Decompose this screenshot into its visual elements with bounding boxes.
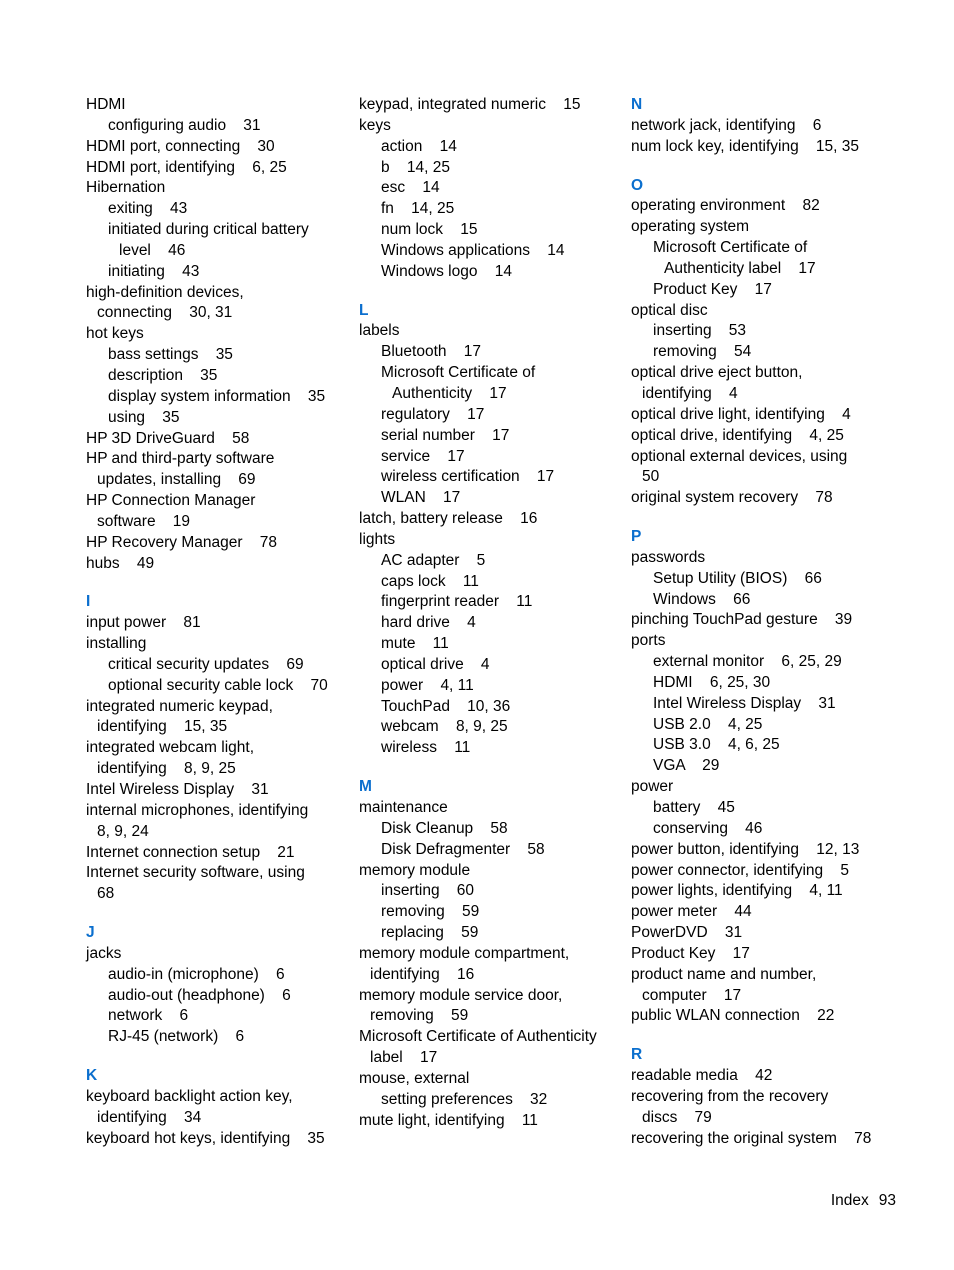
index-entry: HDMI 6, 25, 30 [653,673,771,691]
index-entry: power 4, 11 [381,676,474,694]
index-entry: network 6 [108,1007,189,1025]
footer-label: Index [830,1192,869,1209]
index-entry: Authenticity label 17 [664,259,816,277]
index-entry: exiting 43 [108,200,188,218]
index-entry: 50 [642,468,660,486]
index-entry: Hibernation [86,179,166,197]
index-entry: optical drive light, identifying 4 [631,405,851,423]
index-entry: original system recovery 78 [631,489,833,507]
index-entry: mute light, identifying 11 [359,1111,538,1129]
index-entry: RJ-45 (network) 6 [108,1028,245,1046]
index-entry: audio-in (microphone) 6 [108,965,285,983]
index-letter-heading: N [631,96,643,113]
index-entry: serial number 17 [381,426,510,444]
index-entry: removing 59 [381,903,480,921]
index-entry: HDMI [86,96,126,113]
index-letter-heading: R [631,1046,643,1064]
index-entry: critical security updates 69 [108,655,304,673]
index-letter-heading: I [86,593,91,611]
index-entry: PowerDVD 31 [631,924,743,942]
index-entry: Disk Cleanup 58 [381,819,508,837]
index-column-3 [631,95,893,1150]
index-entry: memory module service door, [359,986,563,1004]
index-entry: display system information 35 [108,387,326,405]
index-entry: USB 2.0 4, 25 [653,715,763,733]
index-entry: keypad, integrated numeric 15 [359,96,581,113]
index-entry: identifying 15, 35 [97,718,228,736]
index-entry: Windows applications 14 [381,241,565,259]
index-entry: pinching TouchPad gesture 39 [631,611,853,629]
index-entry: network jack, identifying 6 [631,116,822,134]
page-number: 93 [878,1192,896,1209]
index-entry: installing [86,635,147,653]
index-entry: identifying 16 [370,965,475,983]
index-entry: optical disc [631,301,708,319]
index-entry: HP and third-party software [86,450,275,468]
index-entry: caps lock 11 [381,572,479,590]
index-entry: USB 3.0 4, 6, 25 [653,736,780,754]
index-entry: Internet security software, using [86,864,305,882]
index-column-1 [86,95,346,1150]
index-entry: computer 17 [642,986,742,1004]
index-entry: bass settings 35 [108,346,233,364]
index-entry: b 14, 25 [381,158,450,176]
index-entry: battery 45 [653,799,735,816]
index-entry: setting preferences 32 [381,1090,548,1108]
index-letter-heading: P [631,528,642,546]
index-entry: description 35 [108,366,218,384]
index-entry: recovering from the recovery [631,1087,829,1105]
index-entry: HDMI port, connecting 30 [86,137,275,155]
index-letter-heading: M [359,778,372,796]
index-entry: product name and number, [631,965,817,983]
index-entry: action 14 [381,137,457,155]
index-entry: fn 14, 25 [381,200,455,218]
index-entry: lights [359,530,396,548]
index-entry: identifying 4 [642,384,738,402]
index-entry: Internet connection setup 21 [86,843,295,861]
index-entry: num lock 15 [381,221,478,239]
index-entry: integrated numeric keypad, [86,697,273,715]
index-entry: AC adapter 5 [381,551,486,569]
index-entry: optional external devices, using [631,447,848,465]
index-entry: high-definition devices, [86,283,244,301]
index-entry: keyboard backlight action key, [86,1087,293,1105]
page-footer [821,1190,896,1212]
index-entry: software 19 [97,512,191,530]
index-entry: updates, installing 69 [97,471,256,489]
index-entry: TouchPad 10, 36 [381,697,511,715]
index-entry: power connector, identifying 5 [631,861,849,879]
index-entry: label 17 [370,1049,438,1067]
index-entry: maintenance [359,799,448,816]
index-entry: esc 14 [381,179,440,197]
index-entry: integrated webcam light, [86,739,255,757]
index-entry: 8, 9, 24 [97,822,149,840]
index-entry: keyboard hot keys, identifying 35 [86,1129,325,1147]
index-entry: internal microphones, identifying [86,801,309,819]
index-entry: operating system [631,218,750,236]
index-entry: inserting 60 [381,882,475,900]
index-entry: HP Connection Manager [86,492,256,510]
index-entry: 68 [97,885,115,903]
index-entry: Disk Defragmenter 58 [381,840,545,858]
index-entry: num lock key, identifying 15, 35 [631,137,860,155]
index-entry: identifying 34 [97,1108,202,1126]
index-entry: power [631,778,674,796]
index-entry: replacing 59 [381,924,479,942]
index-entry: regulatory 17 [381,405,485,423]
index-entry: power button, identifying 12, 13 [631,840,860,858]
index-entry: Windows 66 [653,590,751,608]
index-entry: hard drive 4 [381,614,476,632]
index-entry: using 35 [108,408,180,426]
index-entry: memory module [359,861,471,879]
index-entry: initiated during critical battery [108,221,309,239]
index-entry: Product Key 17 [653,280,772,298]
index-entry: Intel Wireless Display 31 [653,694,836,712]
index-entry: Setup Utility (BIOS) 66 [653,569,822,587]
index-entry: Intel Wireless Display 31 [86,781,269,798]
index-entry: optical drive 4 [381,655,490,673]
index-entry: removing 54 [653,343,752,361]
index-entry: Microsoft Certificate of [381,364,536,382]
index-entry: mute 11 [381,635,449,653]
index-entry: keys [359,116,391,134]
index-entry: ports [631,632,666,650]
index-entry: optical drive, identifying 4, 25 [631,426,844,444]
index-entry: jacks [86,944,122,962]
index-entry: inserting 53 [653,322,747,340]
index-entry: Windows logo 14 [381,262,512,280]
index-entry: Microsoft Certificate of [653,239,808,257]
index-entry: power lights, identifying 4, 11 [631,882,843,900]
index-entry: hubs 49 [86,554,155,572]
index-entry: HP 3D DriveGuard 58 [86,429,250,447]
index-entry: labels [359,322,400,340]
index-entry: external monitor 6, 25, 29 [653,653,842,671]
index-entry: Authenticity 17 [392,384,507,402]
index-entry: Microsoft Certificate of Authenticity [359,1028,597,1046]
index-entry: audio-out (headphone) 6 [108,986,291,1004]
index-entry: HP Recovery Manager 78 [86,533,277,551]
index-entry: configuring audio 31 [108,116,261,134]
index-entry: operating environment 82 [631,197,820,215]
index-entry: conserving 46 [653,819,763,837]
index-entry: fingerprint reader 11 [381,593,533,611]
index-letter-heading: L [359,301,369,319]
index-entry: identifying 8, 9, 25 [97,760,236,778]
index-entry: service 17 [381,447,465,465]
index-entry: wireless certification 17 [381,468,555,486]
index-letter-heading: K [86,1067,98,1085]
index-entry: initiating 43 [108,262,200,280]
index-entry: Bluetooth 17 [381,343,481,361]
index-entry: passwords [631,548,706,566]
index-entry: recovering the original system 78 [631,1129,872,1147]
index-letter-heading: O [631,176,644,194]
index-entry: public WLAN connection 22 [631,1007,835,1025]
index-entry: latch, battery release 16 [359,510,538,528]
index-entry: discs 79 [642,1108,712,1126]
index-entry: memory module compartment, [359,944,570,962]
index-entry: WLAN 17 [381,489,461,507]
index-entry: VGA 29 [653,757,720,775]
index-entry: input power 81 [86,614,201,632]
index-entry: power meter 44 [631,903,752,921]
index-entry: readable media 42 [631,1067,773,1085]
index-entry: HDMI port, identifying 6, 25 [86,158,287,176]
index-entry: optional security cable lock 70 [108,676,328,694]
index-entry: mouse, external [359,1069,470,1087]
index-entry: connecting 30, 31 [97,304,233,322]
index-entry: hot keys [86,325,144,343]
index-column-2 [359,95,621,1132]
index-entry: Product Key 17 [631,944,750,962]
index-entry: optical drive eject button, [631,364,803,382]
index-entry: webcam 8, 9, 25 [381,718,508,736]
index-entry: wireless 11 [381,739,471,757]
index-entry: level 46 [119,241,186,259]
index-letter-heading: J [86,924,95,942]
index-entry: removing 59 [370,1007,469,1025]
